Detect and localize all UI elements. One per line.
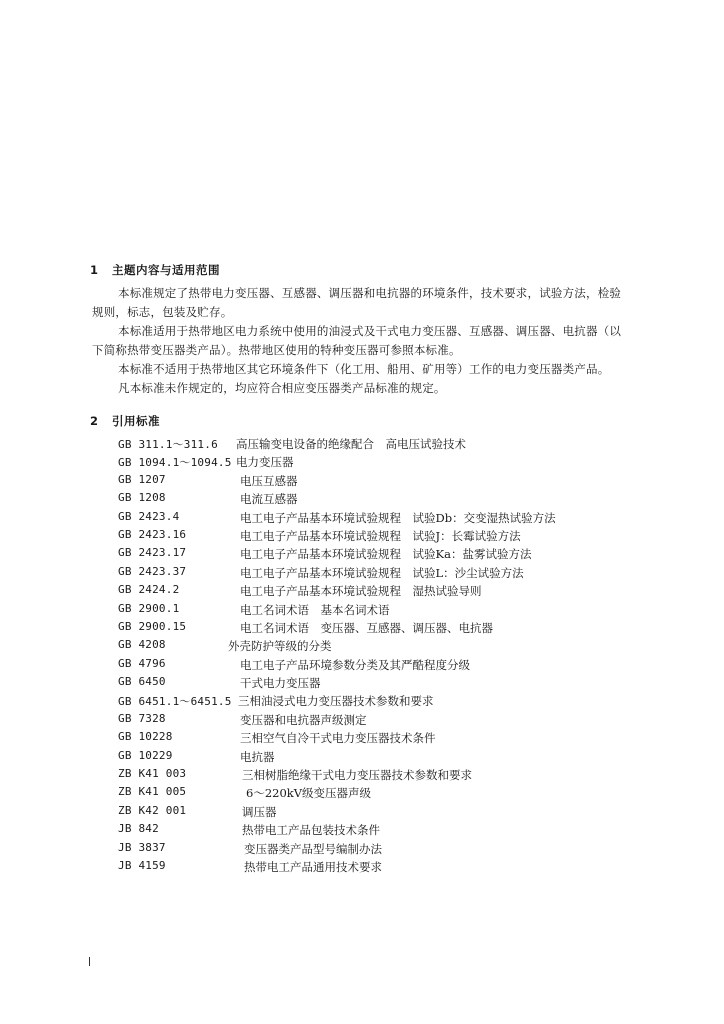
reference-title: 三相油浸式电力变压器技术参数和要求 [238,694,434,709]
reference-item [118,859,638,877]
reference-title: 电力变压器 [236,455,294,470]
reference-code: GB 311.1～311.6 [118,438,218,451]
reference-code: GB 1208 [118,491,166,505]
reference-code: GB 2423.16 [118,527,187,541]
reference-item [118,822,638,840]
reference-code: GB 10228 [118,730,173,744]
reference-title: 调压器 [242,804,277,819]
section-1-line: 本标准规定了热带电力变压器、互感器、调压器和电抗器的环境条件，技术要求，试验方法，检验 [118,286,622,300]
reference-title: 电工电子产品基本环境试验规程 湿热试验导则 [240,584,482,599]
page-edge-mark [89,957,90,966]
reference-title: 三相空气自冷干式电力变压器技术条件 [240,731,436,746]
reference-code: GB 2900.1 [118,601,180,615]
reference-item [118,841,638,859]
reference-item [118,528,638,546]
reference-item [118,804,638,822]
reference-code: GB 1207 [118,472,166,486]
reference-title: 高压输变电设备的绝缘配合 高电压试验技术 [236,437,466,451]
reference-item [118,620,638,638]
reference-code: GB 2424.2 [118,583,180,597]
reference-title: 变压器和电抗器声级测定 [240,712,367,727]
reference-title: 电工电子产品基本环境试验规程 试验J：长霉试验方法 [240,528,521,543]
reference-list [118,436,638,877]
reference-item [118,436,638,454]
reference-item [118,730,638,748]
reference-item [118,675,638,693]
reference-title: 变压器类产品型号编制办法 [244,841,382,856]
reference-title: 电流互感器 [240,492,298,507]
reference-item [118,546,638,564]
section-1-title: 主题内容与适用范围 [112,263,220,277]
reference-title: 热带电工产品通用技术要求 [244,859,382,874]
reference-title: 电工名词术语 基本名词术语 [240,602,390,617]
reference-item [118,767,638,785]
reference-code: GB 2423.4 [118,509,180,523]
reference-code: GB 4208 [118,638,166,652]
reference-title: 干式电力变压器 [240,676,321,691]
reference-code: GB 10229 [118,748,173,762]
reference-item [118,749,638,767]
reference-code: GB 4796 [118,656,166,670]
reference-code: ZB K41 005 [118,785,187,799]
section-1-line: 下简称热带变压器类产品）。热带地区使用的特种变压器可参照本标准。 [92,343,461,357]
reference-item [118,583,638,601]
reference-code: GB 6451.1～6451.5 [118,695,232,709]
section-2-title: 引用标准 [112,414,160,428]
reference-item [118,693,638,711]
section-2-heading [90,413,160,429]
reference-code: GB 1094.1～1094.5 [118,456,232,470]
section-2-number: 2 [90,414,99,428]
reference-title: 电工电子产品基本环境试验规程 试验Db：交变湿热试验方法 [240,510,556,525]
reference-code: ZB K42 001 [118,803,187,817]
reference-code: ZB K41 003 [118,767,187,781]
section-1-line: 本标准适用于热带地区电力系统中使用的油浸式及干式电力变压器、互感器、调压器、电抗器（以 [118,324,622,338]
reference-item [118,491,638,509]
reference-title: 三相树脂绝缘干式电力变压器技术参数和要求 [242,768,472,783]
section-1-line: 规则，标志，包装及贮存。 [92,305,233,319]
reference-title: 电工电子产品基本环境试验规程 试验L：沙尘试验方法 [240,565,524,580]
reference-item [118,510,638,528]
reference-code: JB 4159 [118,858,166,872]
reference-item [118,657,638,675]
reference-code: GB 2423.17 [118,546,187,560]
reference-item [118,602,638,620]
reference-code: JB 842 [118,822,159,836]
reference-item [118,638,638,656]
reference-title: 电工电子产品环境参数分类及其严酷程度分级 [240,657,470,672]
reference-title: 电工电子产品基本环境试验规程 试验Ka：盐雾试验方法 [240,547,532,562]
reference-title: 6～220kV级变压器声级 [246,786,372,801]
reference-code: GB 6450 [118,675,166,689]
reference-title: 热带电工产品包装技术条件 [242,823,380,838]
reference-item [118,473,638,491]
reference-title: 电抗器 [240,749,275,764]
reference-code: GB 7328 [118,711,166,725]
reference-title: 电工名词术语 变压器、互感器、调压器、电抗器 [240,620,493,635]
reference-item [118,454,638,472]
reference-item [118,712,638,730]
section-1-line: 凡本标准未作规定的，均应符合相应变压器类产品标准的规定。 [118,381,446,395]
reference-code: GB 2900.15 [118,619,187,633]
reference-title: 电压互感器 [240,473,298,488]
section-1-line: 本标准不适用于热带地区其它环境条件下（化工用、船用、矿用等）工作的电力变压器类产品。 [118,362,610,376]
reference-code: JB 3837 [118,840,166,854]
reference-title: 外壳防护等级的分类 [228,639,332,654]
reference-code: GB 2423.37 [118,564,187,578]
reference-item [118,565,638,583]
reference-item [118,785,638,803]
section-1-number: 1 [90,263,99,277]
section-1-heading [90,262,220,278]
